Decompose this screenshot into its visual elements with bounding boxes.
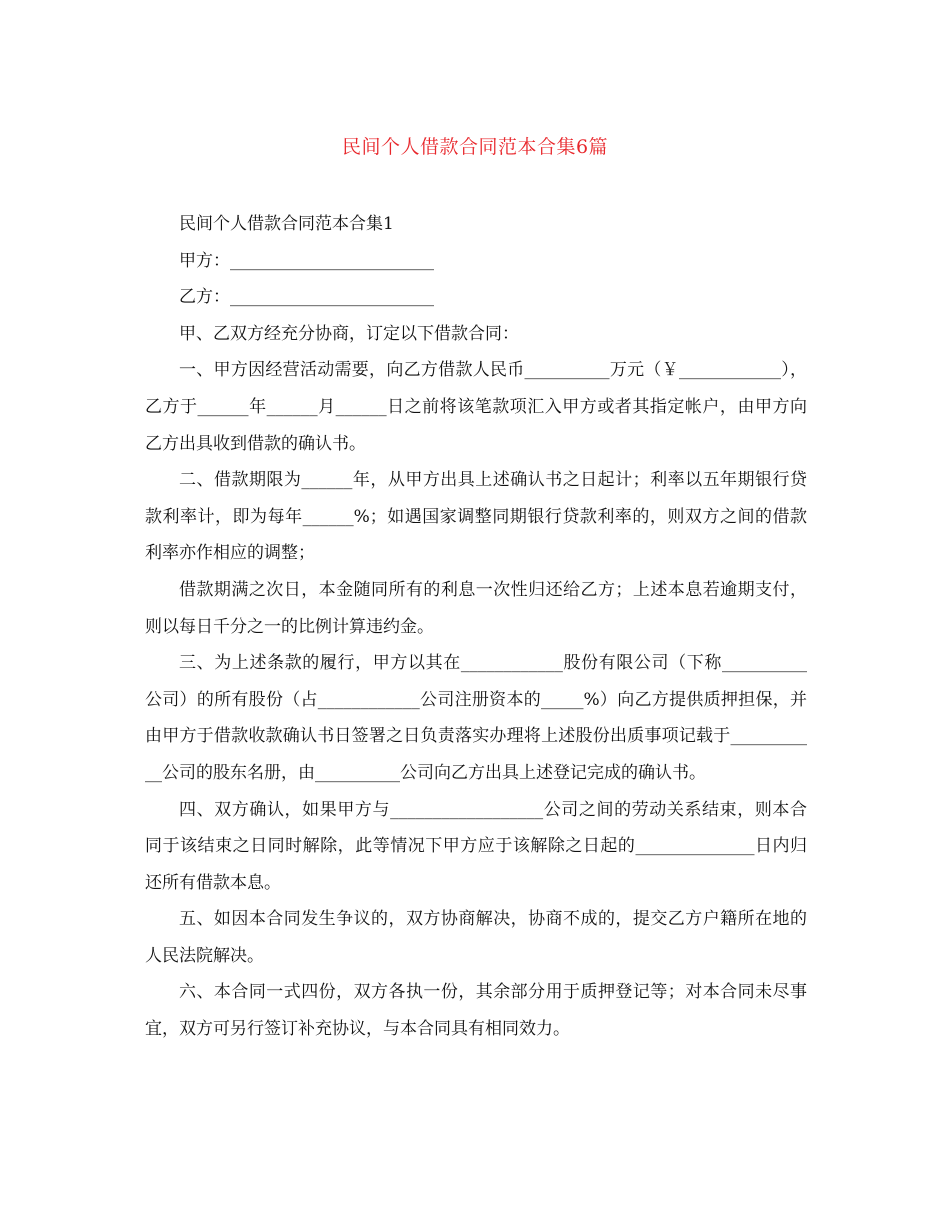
paragraph-intro: 甲、乙双方经充分协商，订定以下借款合同： — [179, 323, 519, 344]
paragraph-clause-3: 三、为上述条款的履行，甲方以其在____________股份有限公司（下称__________公司）的所有股份（占____________公司注册资本的_____%）向乙方提供质押担保，并由甲方于借款收款确认书日签署之日负责落实办理将上述股份出质事项记载于___________公司的股东名册，由__________公司向乙方出具上述登记完成的确认书。 — [145, 653, 807, 783]
document-body — [145, 206, 807, 1048]
paragraph-clause-6: 六、本合同一式四份，双方各执一份，其余部分用于质押登记等；对本合同未尽事宜，双方可另行签订补充协议，与本合同具有相同效力。 — [145, 982, 807, 1040]
party-b-line: 乙方：________________________ — [179, 287, 434, 308]
section-heading: 民间个人借款合同范本合集1 — [179, 214, 394, 234]
paragraph-clause-5: 五、如因本合同发生争议的，双方协商解决，协商不成的，提交乙方户籍所在地的人民法院解决。 — [145, 909, 807, 966]
paragraph-clause-4: 四、双方确认，如果甲方与__________________公司之间的劳动关系结束，则本合同于该结束之日同时解除，此等情况下甲方应于该解除之日起的______________日内归还所有借款本息。 — [145, 799, 807, 893]
paragraph-clause-1: 一、甲方因经营活动需要，向乙方借款人民币__________万元（￥____________），乙方于______年______月______日之前将该笔款项汇入甲方或者其指定帐户，由甲方向乙方出具收到借款的确认书。 — [145, 360, 807, 454]
document-title: 民间个人借款合同范本合集6篇 — [341, 136, 609, 158]
paragraph-clause-2-cont: 借款期满之次日，本金随同所有的利息一次性归还给乙方；上述本息若逾期支付，则以每日千分之一的比例计算违约金。 — [145, 579, 807, 637]
paragraph-clause-2: 二、借款期限为______年，从甲方出具上述确认书之日起计；利率以五年期银行贷款利率计，即为每年______%；如遇国家调整同期银行贷款利率的，则双方之间的借款利率亦作相应的调整； — [145, 470, 807, 564]
party-a-line: 甲方：________________________ — [179, 250, 434, 271]
